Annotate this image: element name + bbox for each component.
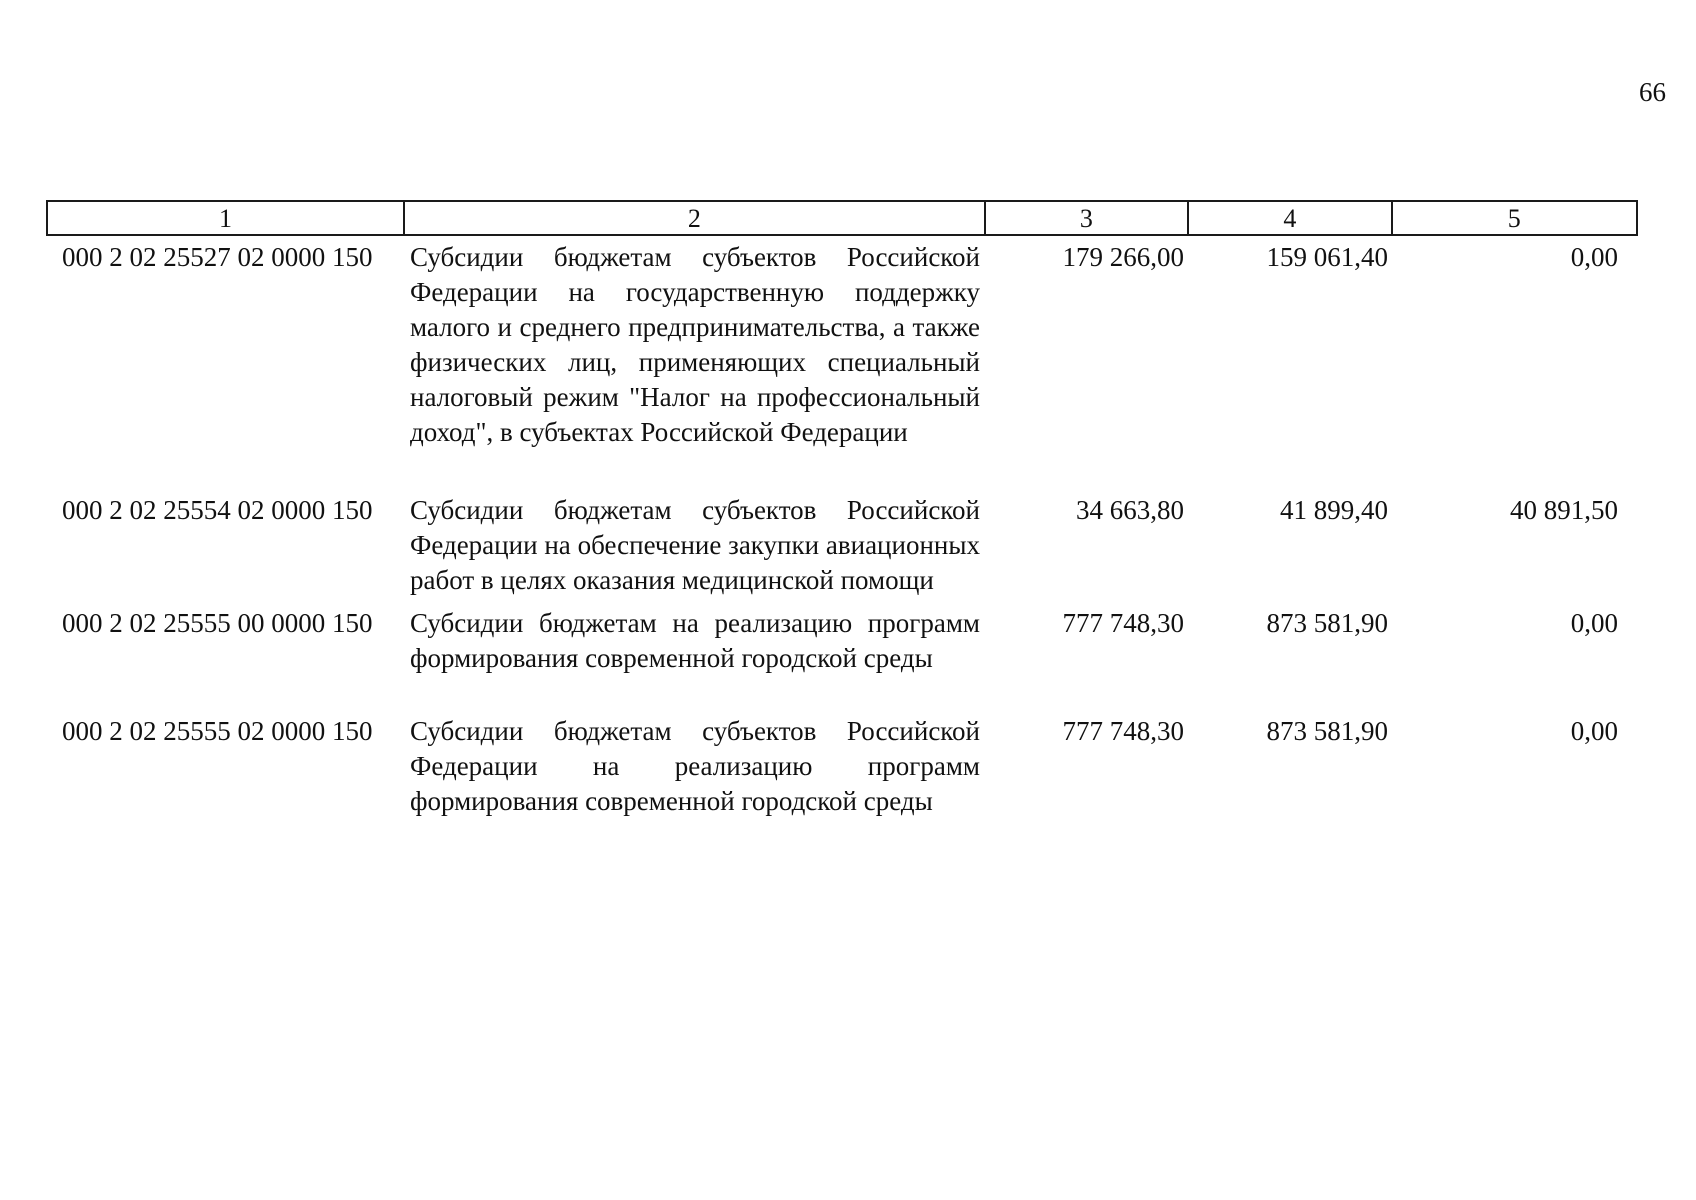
value-col3: 777 748,30	[1062, 716, 1184, 746]
row-description: Субсидии бюджетам субъектов Российской Федерации на реализацию программ формирования современной городской среды	[410, 716, 980, 816]
value-col4: 159 061,40	[1266, 242, 1388, 272]
value-col4: 41 899,40	[1280, 495, 1388, 525]
header-cell-2: 2	[405, 202, 986, 234]
header-cell-4: 4	[1189, 202, 1392, 234]
table-row	[46, 606, 1638, 676]
header-cell-5: 5	[1507, 204, 1521, 233]
table-row	[46, 714, 1638, 819]
table-row	[46, 240, 1638, 450]
budget-code: 000 2 02 25554 02 0000 150	[62, 495, 373, 525]
budget-code: 000 2 02 25527 02 0000 150	[62, 242, 373, 272]
page-number: 66	[1639, 77, 1666, 107]
value-col5: 0,00	[1570, 242, 1618, 272]
budget-code: 000 2 02 25555 02 0000 150	[62, 716, 373, 746]
table-row	[46, 493, 1638, 598]
table-header-row	[46, 200, 1638, 236]
row-description: Субсидии бюджетам субъектов Российской Федерации на обеспечение закупки авиационных работ в целях оказания медицинской помощи	[410, 495, 980, 595]
value-col3: 34 663,80	[1076, 495, 1184, 525]
row-description: Субсидии бюджетам субъектов Российской Федерации на государственную поддержку малого и среднего предпринимательства, а также физических лиц, применяющих специальный налоговый режим "Налог на профессиональный доход", в субъектах Российской Федерации	[410, 242, 980, 447]
value-col3: 179 266,00	[1062, 242, 1184, 272]
value-col4: 873 581,90	[1266, 608, 1388, 638]
value-col4: 873 581,90	[1266, 716, 1388, 746]
table-body	[46, 240, 1638, 819]
header-cell-1: 1	[48, 202, 405, 234]
row-description: Субсидии бюджетам на реализацию программ формирования современной городской среды	[410, 608, 980, 673]
header-cell-3: 3	[986, 202, 1189, 234]
value-col5: 40 891,50	[1510, 495, 1618, 525]
value-col5: 0,00	[1570, 608, 1618, 638]
budget-code: 000 2 02 25555 00 0000 150	[62, 608, 373, 638]
value-col5: 0,00	[1570, 716, 1618, 746]
value-col3: 777 748,30	[1062, 608, 1184, 638]
